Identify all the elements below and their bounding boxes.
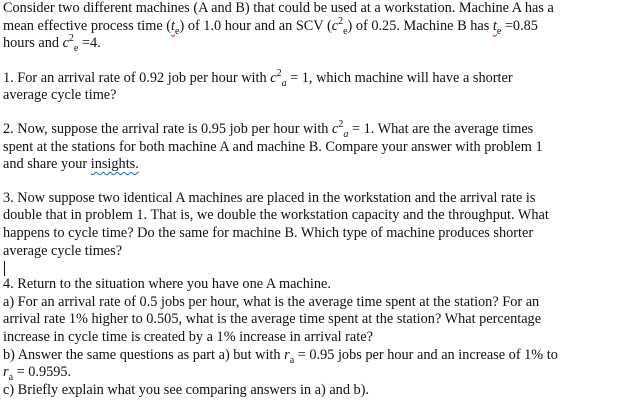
q3-line-1: 3. Now suppose two identical A machines are placed in the workstation and the arrival rate is (3, 189, 536, 206)
ca-subscript: a (281, 77, 287, 89)
ra-subscript: a (8, 371, 14, 383)
intro-text: ) of 1.0 hour and an SCV ( (179, 17, 332, 34)
ra-symbol: r (284, 346, 290, 363)
ca-superscript: 2 (338, 119, 344, 131)
intro-text: =4. (78, 35, 101, 52)
ca-symbol: c (270, 69, 277, 86)
question-1 (3, 70, 621, 105)
te-letter: t (492, 17, 497, 34)
ca-subscript: a (343, 128, 349, 140)
ca-symbol: c (332, 120, 339, 137)
intro-text: mean effective process time ( (3, 17, 172, 34)
ce-superscript: 2 (338, 15, 344, 27)
ra-subscript: a (289, 354, 295, 366)
intro-line-2 (3, 15, 621, 37)
question-2 (3, 121, 621, 174)
intro-text: hours and (3, 35, 63, 52)
question-4 (3, 276, 621, 399)
intro-line-3 (3, 35, 621, 53)
ce-subscript: e (343, 25, 348, 37)
q4-line-7: c) Briefly explain what you see comparing answers in a) and b). (3, 381, 370, 398)
q4-line-5 (3, 347, 621, 365)
q4-line-4: increase in cycle time is created by a 1% increase in arrival rate? (3, 328, 373, 345)
ca-superscript: 2 (276, 68, 282, 80)
ra-symbol: r (3, 364, 9, 381)
question-3 (3, 190, 621, 260)
ce-subscript: e (73, 43, 79, 55)
q2-line-1 (3, 121, 621, 139)
te-letter: t (171, 17, 176, 34)
ce-superscript: 2 (68, 33, 74, 45)
q4-text: = 0.9595. (13, 364, 72, 381)
intro-paragraph (3, 0, 621, 53)
intro-text: ) of 0.25. Machine B has (347, 17, 493, 34)
q4-line-2: a) For an arrival rate of 0.5 jobs per hour, what is the average time spent at the station? For an (3, 293, 540, 310)
q4-line-3: arrival rate 1% higher to 0.505, what is the average time spent at the station? What percentage (3, 311, 542, 328)
q2-text: and share your (3, 156, 91, 173)
q3-line-4: average cycle times? (3, 242, 123, 259)
q4-line-6 (3, 364, 621, 382)
q3-line-2: double that in problem 1. That is, we double the workstation capacity and the throughput. What (3, 207, 549, 224)
q4-text: = 0.95 jobs per hour and an increase of 1% to (294, 346, 558, 363)
q3-line-3: happens to cycle time? Do the same for machine B. Which type of machine produces shorter (3, 224, 534, 241)
intro-line-1: Consider two different machines (A and B) that could be used at a workstation. Machine A has a (3, 0, 554, 16)
intro-text: =0.85 (501, 17, 538, 34)
document-body[interactable] (3, 0, 621, 399)
q2-text: 2. Now, suppose the arrival rate is 0.95 job per hour with (3, 120, 333, 137)
te-subscript: e (496, 25, 502, 37)
q1-text: = 1, which machine will have a shorter (286, 69, 513, 86)
ce-symbol: c (331, 17, 339, 34)
text-cursor (4, 261, 5, 276)
q4-text: b) Answer the same questions as part a) but with (3, 346, 285, 363)
q1-line-2: average cycle time? (3, 87, 117, 104)
q1-text: 1. For an arrival rate of 0.92 job per hour with (3, 69, 271, 86)
ce-symbol: c (62, 35, 69, 52)
insights-word: insights. (90, 156, 139, 173)
q2-text: = 1. What are the average times (348, 120, 534, 137)
q2-line-3 (3, 156, 621, 174)
q2-line-2: spent at the stations for both machine A and machine B. Compare your answer with problem 1 (3, 138, 543, 155)
q4-line-1: 4. Return to the situation where you have one A machine. (3, 276, 331, 293)
q1-line-1 (3, 70, 621, 88)
te-subscript: e (175, 25, 180, 37)
